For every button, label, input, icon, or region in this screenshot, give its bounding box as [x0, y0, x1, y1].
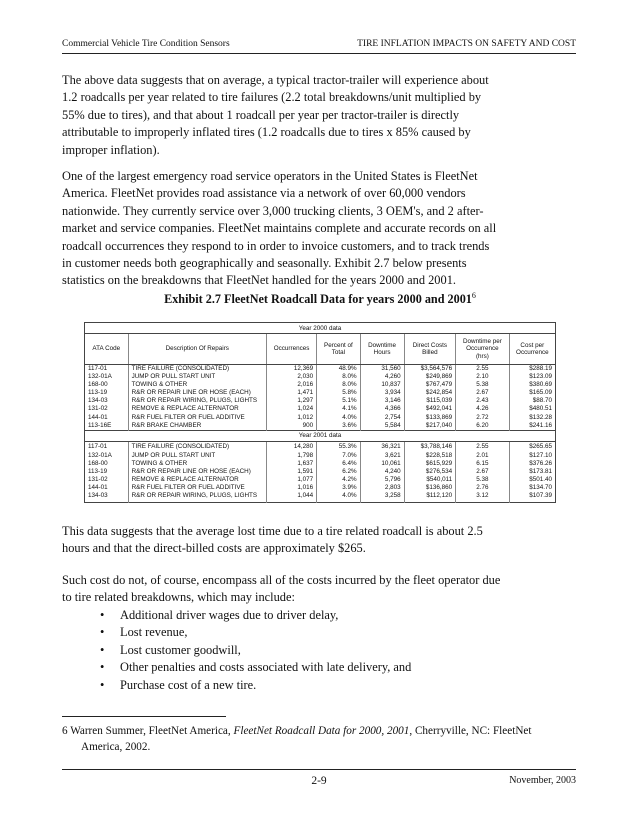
table-cell: 4.1% — [342, 405, 357, 413]
table-cell: 131-02 — [88, 405, 108, 413]
table-cell: $112,120 — [426, 491, 453, 499]
table-cell: 2,803 — [384, 483, 401, 491]
table-cell: 4,240 — [384, 467, 401, 475]
table-cell: 6.15 — [476, 459, 489, 467]
col-header: ATA Code — [85, 334, 129, 365]
table-cell: R&R OR REPAIR LINE OR HOSE (EACH) — [131, 467, 251, 475]
running-footer — [62, 769, 576, 787]
direct-costs-column — [404, 365, 456, 431]
bullet-icon: • — [100, 625, 105, 640]
cost-bullet-list — [100, 607, 411, 694]
table-cell: 3,258 — [384, 491, 401, 499]
table-cell: 132-01A — [88, 373, 112, 381]
table-cell: 6.20 — [476, 421, 489, 429]
table-cell: 1,297 — [297, 397, 314, 405]
list-item-text: Additional driver wages due to driver delay, — [120, 608, 339, 622]
table-cell: 2.55 — [476, 443, 489, 451]
list-item — [100, 607, 411, 624]
table-cell: TOWING & OTHER — [131, 459, 188, 467]
table-cell: $173.81 — [529, 467, 552, 475]
text-line: improper inflation). — [62, 142, 160, 157]
table-cell: 117-01 — [88, 365, 108, 372]
table-row — [85, 441, 556, 502]
table-cell: TIRE FAILURE (CONSOLIDATED) — [131, 365, 230, 372]
paragraph-4 — [62, 572, 578, 607]
footnote-text: America, 2002. — [81, 740, 151, 753]
list-item — [100, 624, 411, 641]
table-header-row — [85, 334, 556, 365]
table-cell: 2,016 — [297, 381, 314, 389]
table-cell: 3.12 — [476, 491, 489, 499]
table-cell: R&R OR REPAIR WIRING, PLUGS, LIGHTS — [131, 491, 258, 499]
footnote-number: 6 — [62, 725, 68, 737]
table-cell: 2.67 — [476, 467, 489, 475]
ata-code-column — [85, 441, 129, 502]
percent-column — [317, 365, 360, 431]
table-cell: 7.0% — [342, 451, 357, 459]
table-cell: 1,024 — [297, 405, 314, 413]
running-header — [62, 39, 576, 54]
table-cell: 3.6% — [342, 421, 357, 429]
table-cell: $127.10 — [529, 451, 552, 459]
bullet-icon: • — [100, 608, 105, 622]
list-item-text: Purchase cost of a new tire. — [120, 677, 257, 692]
text-line: The above data suggests that on average, a typical tractor-trailer will experience about — [62, 73, 489, 87]
list-item-text: Other penalties and costs associated with late delivery, and — [120, 660, 412, 675]
table-cell: 1,012 — [297, 413, 314, 421]
text-line: hours and that the direct-billed costs are approximately $265. — [62, 541, 366, 556]
footnote-divider — [62, 716, 226, 717]
list-item — [100, 659, 411, 676]
table-cell: $132.28 — [529, 413, 552, 421]
table-cell: 1,637 — [297, 459, 314, 467]
page-number: 2-9 — [311, 775, 327, 787]
table-cell: R&R OR REPAIR LINE OR HOSE (EACH) — [131, 389, 251, 397]
col-header: Percent of Total — [317, 334, 360, 365]
paragraph-1 — [62, 72, 578, 159]
table-cell: 48.9% — [338, 365, 357, 372]
list-item-text: Lost customer goodwill, — [120, 642, 241, 657]
list-item — [100, 642, 411, 659]
table-cell: 5.38 — [476, 381, 489, 389]
table-cell: 2,754 — [384, 413, 401, 421]
occurrences-column — [266, 441, 316, 502]
percent-column — [317, 441, 360, 502]
table-cell: $540,011 — [426, 475, 453, 483]
table-cell: 3,621 — [384, 451, 401, 459]
table-cell: $133,869 — [425, 413, 453, 421]
table-cell: 113-16E — [88, 421, 112, 429]
roadcall-table-wrapper — [84, 322, 556, 503]
col-header: Downtime per Occurrence (hrs) — [456, 334, 509, 365]
table-cell: 36,321 — [381, 443, 401, 451]
exhibit-title-text: Exhibit 2.7 FleetNet Roadcall Data for years 2000 and 2001 — [164, 292, 472, 307]
exhibit-title — [62, 291, 578, 307]
table-cell: 5.8% — [342, 389, 357, 397]
table-cell: $615,929 — [425, 459, 453, 467]
table-cell: 144-01 — [88, 483, 108, 491]
col-header: Description Of Repairs — [128, 334, 266, 365]
table-cell: $88.70 — [532, 397, 552, 405]
table-row — [85, 365, 556, 431]
table-cell: $107.39 — [529, 491, 552, 499]
list-item-text: Lost revenue, — [120, 625, 188, 640]
table-cell: 131-02 — [88, 475, 108, 483]
table-cell: 1,016 — [297, 483, 314, 491]
table-cell: $376.26 — [529, 459, 552, 467]
table-cell: R&R OR REPAIR WIRING, PLUGS, LIGHTS — [131, 397, 258, 405]
table-cell: 14,280 — [293, 443, 314, 451]
table-cell: 117-01 — [88, 443, 108, 451]
text-line: to tire related breakdowns, which may include: — [62, 590, 295, 605]
table-cell: 31,560 — [381, 365, 401, 372]
table-cell: 4.0% — [342, 413, 357, 421]
text-line: in customer needs both geographically and seasonally. Exhibit 2.7 below presents — [62, 256, 467, 271]
description-column — [128, 365, 266, 431]
table-cell: $767,479 — [425, 381, 453, 389]
table-cell: 1,044 — [297, 491, 314, 499]
table-cell: R&R FUEL FILTER OR FUEL ADDITIVE — [131, 413, 245, 421]
table-cell: 113-19 — [88, 467, 108, 475]
occurrences-column — [266, 365, 316, 431]
footnote-mark: 6 — [471, 291, 476, 300]
table-cell: 5.1% — [342, 397, 357, 405]
text-line: Such cost do not, of course, encompass all of the costs incurred by the fleet operator due — [62, 573, 501, 587]
roadcall-data-table — [84, 322, 556, 503]
table-cell: TIRE FAILURE (CONSOLIDATED) — [131, 443, 230, 451]
bullet-icon: • — [100, 660, 105, 675]
text-line: 1.2 roadcalls per year related to tire failures (2.2 total breakdowns/unit multiplied by — [62, 90, 482, 105]
col-header: Cost per Occurrence — [509, 334, 555, 365]
table-cell: $480.51 — [529, 405, 552, 413]
ata-code-column — [85, 365, 129, 431]
table-cell: 113-19 — [88, 389, 108, 397]
table-cell: $501.40 — [529, 475, 552, 483]
table-cell: $228,518 — [425, 451, 453, 459]
downtime-hours-column — [360, 441, 404, 502]
table-cell: 3.9% — [342, 483, 357, 491]
table-cell: 6.2% — [342, 467, 357, 475]
cost-per-occurrence-column — [509, 441, 555, 502]
table-cell: 4,366 — [384, 405, 401, 413]
text-line: roadcall occurrences they respond to in order to invoice customers, and to track trends — [62, 238, 490, 253]
table-cell: 5.38 — [476, 475, 489, 483]
table-cell: 2.10 — [476, 373, 489, 381]
table-cell: $115,039 — [426, 397, 453, 405]
description-column — [128, 441, 266, 502]
table-cell: 2.76 — [476, 483, 489, 491]
table-cell: 3,146 — [384, 397, 401, 405]
table-cell: $123.09 — [529, 373, 552, 381]
table-cell: 2.67 — [476, 389, 489, 397]
table-cell: $380.69 — [529, 381, 552, 389]
table-cell: JUMP OR PULL START UNIT — [131, 451, 216, 459]
table-cell: 4.26 — [476, 405, 489, 413]
table-cell: 168-00 — [88, 381, 108, 389]
table-cell: 900 — [302, 421, 314, 429]
bullet-icon: • — [100, 642, 105, 657]
table-cell: $276,534 — [425, 467, 453, 475]
col-header: Direct Costs Billed — [404, 334, 456, 365]
text-line: One of the largest emergency road service operators in the United States is FleetNet — [62, 169, 478, 183]
table-cell: $3,564,576 — [420, 365, 453, 372]
bullet-icon: • — [100, 677, 105, 692]
table-cell: R&R FUEL FILTER OR FUEL ADDITIVE — [131, 483, 245, 491]
direct-costs-column — [404, 441, 456, 502]
year-2000-title: Year 2000 data — [85, 323, 556, 334]
table-cell: 4.0% — [342, 491, 357, 499]
text-line: America. FleetNet provides road assistance via a network of over 60,000 vendors — [62, 186, 466, 201]
header-right: TIRE INFLATION IMPACTS ON SAFETY AND COST — [357, 39, 576, 49]
table-cell: $249,869 — [425, 373, 453, 381]
table-cell: 1,077 — [297, 475, 314, 483]
table-cell: 3,934 — [384, 389, 401, 397]
table-cell: 132-01A — [88, 451, 112, 459]
table-cell: $288.19 — [529, 365, 552, 372]
downtime-hours-column — [360, 365, 404, 431]
table-cell: $265.65 — [529, 443, 552, 451]
table-cell: 2.43 — [476, 397, 489, 405]
footnote-text: Warren Summer, FleetNet America, — [67, 725, 234, 737]
table-cell: 6.4% — [342, 459, 357, 467]
table-cell: 2.55 — [476, 365, 489, 372]
table-cell: 8.0% — [342, 373, 357, 381]
text-line: This data suggests that the average lost time due to a tire related roadcall is about 2.5 — [62, 524, 483, 538]
table-cell: 168-00 — [88, 459, 108, 467]
table-cell: TOWING & OTHER — [131, 381, 188, 389]
table-cell: 4.2% — [342, 475, 357, 483]
table-cell: 134-03 — [88, 491, 108, 499]
text-line: attributable to improperly inflated tires (1.2 roadcalls due to tires x 85% caused by — [62, 125, 471, 140]
header-left: Commercial Vehicle Tire Condition Sensors — [62, 39, 230, 49]
table-cell: $492,041 — [425, 405, 453, 413]
table-cell: 1,471 — [297, 389, 314, 397]
paragraph-2 — [62, 168, 578, 290]
table-cell: 10,837 — [381, 381, 401, 389]
table-cell: 5,796 — [384, 475, 401, 483]
table-cell: 1,798 — [297, 451, 314, 459]
table-cell: 134-03 — [88, 397, 108, 405]
downtime-per-occurrence-column — [456, 441, 509, 502]
table-cell: $3,788,146 — [420, 443, 453, 451]
col-header: Downtime Hours — [360, 334, 404, 365]
table-cell: $165.09 — [529, 389, 552, 397]
downtime-per-occurrence-column — [456, 365, 509, 431]
table-cell: REMOVE & REPLACE ALTERNATOR — [131, 405, 239, 413]
table-cell: $134.70 — [529, 483, 552, 491]
footer-date: November, 2003 — [509, 775, 576, 786]
table-cell: 12,369 — [293, 365, 314, 372]
footnote-source-title: FleetNet Roadcall Data for 2000, 2001 — [233, 725, 410, 737]
table-cell: $136,860 — [425, 483, 453, 491]
year-2001-title: Year 2001 data — [85, 430, 556, 441]
paragraph-3 — [62, 523, 578, 558]
list-item — [100, 677, 411, 694]
footnote-text: , Cherryville, NC: FleetNet — [409, 725, 532, 737]
table-cell: 1,591 — [297, 467, 314, 475]
table-cell: R&R BRAKE CHAMBER — [131, 421, 202, 429]
table-cell: JUMP OR PULL START UNIT — [131, 373, 216, 381]
table-cell: REMOVE & REPLACE ALTERNATOR — [131, 475, 239, 483]
table-cell: 10,061 — [381, 459, 401, 467]
table-cell: 4,260 — [384, 373, 401, 381]
text-line: 55% due to tires), and that about 1 roadcall per year per tractor-trailer is directly — [62, 107, 460, 122]
table-cell: $217,040 — [425, 421, 453, 429]
text-line: market and service companies. FleetNet maintains complete and accurate records on all — [62, 221, 497, 236]
text-line: nationwide. They currently service over 3,000 trucking clients, 3 OEM's, and 2 after- — [62, 203, 484, 218]
table-cell: $242,854 — [425, 389, 453, 397]
table-cell: 8.0% — [342, 381, 357, 389]
table-cell: 55.3% — [338, 443, 357, 451]
table-cell: $241.16 — [529, 421, 552, 429]
cost-per-occurrence-column — [509, 365, 555, 431]
col-header: Occurrences — [266, 334, 316, 365]
table-cell: 2.72 — [476, 413, 489, 421]
text-line: statistics on the breakdowns that FleetNet handled for the years 2000 and 2001. — [62, 273, 456, 288]
footnote — [62, 724, 562, 755]
table-cell: 2,030 — [297, 373, 314, 381]
table-cell: 5,584 — [384, 421, 401, 429]
table-cell: 144-01 — [88, 413, 108, 421]
table-cell: 2.01 — [476, 451, 489, 459]
